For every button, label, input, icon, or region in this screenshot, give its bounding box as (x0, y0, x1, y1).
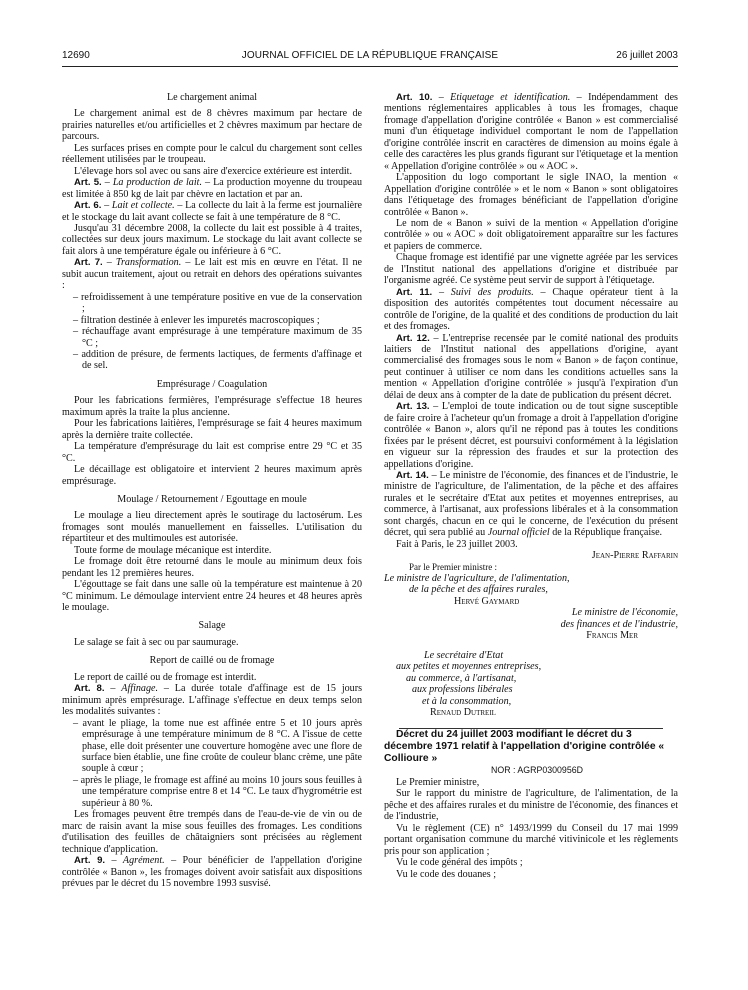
secretary-line5: et à la consommation, (422, 695, 512, 707)
paragraph: Pour les fabrications fermières, l'emprésurage s'effectue 18 heures maximum après la traite la plus ancienne. (62, 395, 362, 418)
paragraph: Vu le code général des impôts ; (396, 857, 523, 869)
paragraph: Le décaillage est obligatoire et intervient 2 heures maximum après emprésurage. (62, 464, 362, 487)
minister-economy-line1: Le ministre de l'économie, (571, 607, 678, 619)
paragraph: L'élevage hors sol avec ou sans aire d'exercice extérieure est interdit. (74, 165, 353, 177)
secretary-line4: aux professions libérales (412, 684, 513, 696)
section-heading: Moulage / Retournement / Egouttage en moule (117, 493, 307, 505)
minister-agriculture-line1: Le ministre de l'agriculture, de l'alimentation, (384, 573, 570, 585)
paragraph: L'égouttage se fait dans une salle où la température est maintenue à 20 °C minimum. Le démoulage intervient entre 24 heures et 48 heures après le moulage. (62, 579, 362, 614)
article-6: Art. 6. – Lait et collecte. – La collecte du lait à la ferme est journalière et le stockage du lait avant collecte se fait à une température de 8 °C. (62, 200, 362, 223)
article-12: Art. 12. – L'entreprise recensée par le comité national des produits laitiers de l'Institut national des appellations d'origine, ayant commercialisé des fromages sous le nom « Banon » de façon continue, peut continuer à utiliser ce nom dans les conditions actuelles sans la mention « Appellation d'origine contrôlée » jusqu'à l'expiration d'un délai de deux ans à compter de la date de publication du présent décret. (384, 332, 678, 401)
list-item: – refroidissement à une température positive en vue de la conservation ; (73, 291, 362, 315)
paragraph: La température d'emprésurage du lait est comprise entre 29 °C et 35 °C. (62, 441, 362, 464)
page-number: 12690 (62, 50, 90, 61)
article-9: Art. 9. – Agrément. – Pour bénéficier de l'appellation d'origine contrôlée « Banon », les fromages doivent avoir satisfait aux dispositions prévues par le décret du 15 novembre 1993 susvisé. (62, 855, 362, 889)
article-14: Art. 14. – Le ministre de l'économie, des finances et de l'industrie, le ministre de l'agriculture, de l'alimentation, de la pêche et des affaires rurales et le secrétaire d'Etat aux petites et moyennes entreprises, au commerce, à l'artisanat, aux professions libérales et à la consommation sont chargés, chacun en ce qui le concerne, de l'exécution du présent décret, qui sera publié au Journal officiel de la République française. (384, 469, 678, 539)
paragraph: Le Premier ministre, (396, 776, 480, 788)
paragraph: Vu le règlement (CE) n° 1493/1999 du Conseil du 17 mai 1999 portant organisation commune du marché vitivinicole et les règlements pris pour son application ; (384, 822, 678, 857)
section-heading: Emprésurage / Coagulation (156, 378, 268, 390)
publication-date: 26 juillet 2003 (616, 50, 678, 61)
nor-reference: NOR : AGRP0300956D (491, 765, 583, 776)
paragraph: Vu le code des douanes ; (396, 868, 497, 880)
signer-prime-minister: Jean-Pierre Raffarin (591, 550, 678, 562)
secretary-line1: Le secrétaire d'Etat (424, 649, 504, 661)
signature-place-date: Fait à Paris, le 23 juillet 2003. (396, 538, 518, 550)
article-5: Art. 5. – La production de lait. – La production moyenne du troupeau est limitée à 850 kg de lait par chèvre en lactation et par an. (62, 177, 363, 200)
paragraph: Le report de caillé ou de fromage est interdit. (74, 671, 257, 683)
article-11: Art. 11. – Suivi des produits. – Chaque opérateur tient à la disposition des autorités compétentes tout document nécessaire au contrôle de l'origine, de la qualité et des conditions de production du lait et des fromages. (384, 286, 678, 333)
decree-title: Décret du 24 juillet 2003 modifiant le décret du 3 décembre 1971 relatif à l'appellation d'origine contrôlée « Collioure » (384, 729, 665, 765)
minister-agriculture-line2: de la pêche et des affaires rurales, (409, 584, 548, 596)
article-7: Art. 7. – Transformation. – Le lait est mis en œuvre en l'état. Il ne subit aucun traitement, ajout ou retrait en dehors des opérations suivantes : (62, 257, 363, 292)
minister-economy-name: Francis Mer (586, 630, 638, 642)
left-column (62, 92, 362, 889)
paragraph: Les fromages peuvent être trempés dans de l'eau-de-vie de vin ou de marc de raisin avant la mise sous feuilles des fromages. Les conditions d'utilisation des feuilles de châtaigniers sont précisées au règlement technique d'application. (62, 809, 362, 855)
section-heading: Salage (198, 620, 226, 632)
journal-title: JOURNAL OFFICIEL DE LA RÉPUBLIQUE FRANÇAISE (241, 50, 499, 61)
paragraph: L'apposition du logo comportant le sigle INAO, la mention « Appellation d'origine contrôlée » et le nom « Banon » sont obligatoires dans l'étiquetage des fromages bénéficiant de l'appellation d'origine contrôlée « Banon ». (384, 172, 678, 218)
paragraph: Le fromage doit être retourné dans le moule au minimum deux fois pendant les 12 premières heures. (62, 556, 362, 579)
article-13: Art. 13. – L'emploi de toute indication ou de tout signe susceptible de faire croire à l'acheteur qu'un fromage a droit à l'appellation d'origine contrôlée « Banon », alors qu'il ne répond pas à toutes les conditions fixées par le présent décret, est poursuivi conformément à la législation en vigueur sur la répression des fraudes et sur la protection des appellations d'origine. (384, 401, 679, 470)
paragraph: Le moulage a lieu directement après le soutirage du lactosérum. Les fromages sont moulés manuellement en faisselles. L'utilisation du répartiteur et des multimoules est autorisée. (62, 510, 362, 545)
paragraph: Le nom de « Banon » suivi de la mention « Appellation d'origine contrôlée » ou « AOC » doit obligatoirement apparaître sur les factures et papiers de commerce. (384, 217, 678, 252)
signatures (384, 539, 678, 719)
paragraph: Le chargement animal est de 8 chèvres maximum par hectare de prairies naturelles et/ou artificielles et 2 chèvres maximum par hectare de parcours. (62, 108, 362, 143)
secretary-name: Renaud Dutreil (430, 707, 496, 719)
article-10: Art. 10. – Etiquetage et identification. – Indépendamment des mentions réglementaires applicables à tous les fromages, chaque fromage d'appellation d'origine contrôlée « Banon » est commercialisé muni d'un étiquetage individuel comportant le nom de l'appellation d'origine contrôlée inscrit en caractères de dimension au moins égale à celle des caractères les plus grands figurant sur l'étiquetage et la mention « Appellation d'origine contrôlée » ou « AOC ». (384, 92, 678, 172)
paragraph: Jusqu'au 31 décembre 2008, la collecte du lait est possible à 4 traites, collectées sur deux jours maximum. Le stockage du lait avant collecte se fait alors à une température égale ou inférieure à 6 °C. (62, 222, 362, 257)
secretary-line3: au commerce, à l'artisanat, (406, 672, 517, 684)
list-item: – addition de présure, de ferments lactiques, de ferments d'affinage et de sel. (73, 348, 362, 372)
header-rule (62, 66, 678, 67)
paragraph: Toute forme de moulage mécanique est interdite. (74, 544, 272, 556)
by-prime-minister: Par le Premier ministre : (409, 561, 497, 572)
paragraph: Pour les fabrications laitières, l'emprésurage se fait 4 heures maximum après la dernière traite collectée. (62, 418, 362, 441)
minister-agriculture-name: Hervé Gaymard (454, 595, 520, 607)
secretary-line2: aux petites et moyennes entreprises, (396, 661, 542, 673)
list-item: – après le pliage, le fromage est affiné au moins 10 jours sous feuilles à une température comprise entre 8 et 14 °C. Le taux d'hygrométrie est supérieur à 80 %. (73, 774, 362, 809)
list-item: – filtration destinée à enlever les impuretés macroscopiques ; (73, 314, 320, 326)
section-heading: Le chargement animal (166, 92, 258, 103)
article-8: Art. 8. – Affinage. – La durée totale d'affinage est de 15 jours minimum après emprésurage. L'affinage s'effectue en deux temps selon les modalités suivantes : (62, 683, 363, 718)
minister-economy-line2: des finances et de l'industrie, (560, 618, 678, 630)
right-column (384, 92, 678, 880)
paragraph: Le salage se fait à sec ou par saumurage. (74, 636, 239, 648)
affinage-list (62, 718, 362, 810)
operations-list (62, 292, 362, 372)
section-heading: Report de caillé ou de fromage (149, 655, 275, 667)
list-item: – réchauffage avant emprésurage à une température maximum de 35 °C ; (73, 326, 362, 349)
page-header (62, 50, 678, 64)
paragraph: Sur le rapport du ministre de l'agriculture, de l'alimentation, de la pêche et des affaires rurales et du ministre de l'économie, des finances et de l'industrie, (384, 788, 678, 823)
paragraph: Chaque fromage est identifié par une vignette agréée par les services de l'Institut national des appellations d'origine et distribuée par l'organisme agréé. Ce système peut servir de support à l'étiquetage. (384, 252, 678, 287)
paragraph: Les surfaces prises en compte pour le calcul du chargement sont celles réellement utilisées par le troupeau. (62, 142, 362, 166)
list-item: – avant le pliage, la tome nue est affinée entre 5 et 10 jours après emprésurage à une température minimum de 8 °C. A l'issue de cette phase, elle doit présenter une couverture homogène avec une flore de surface bien établie, une fine croûte de couleur blanc crème, une pâte souple à cœur ; (73, 717, 362, 775)
